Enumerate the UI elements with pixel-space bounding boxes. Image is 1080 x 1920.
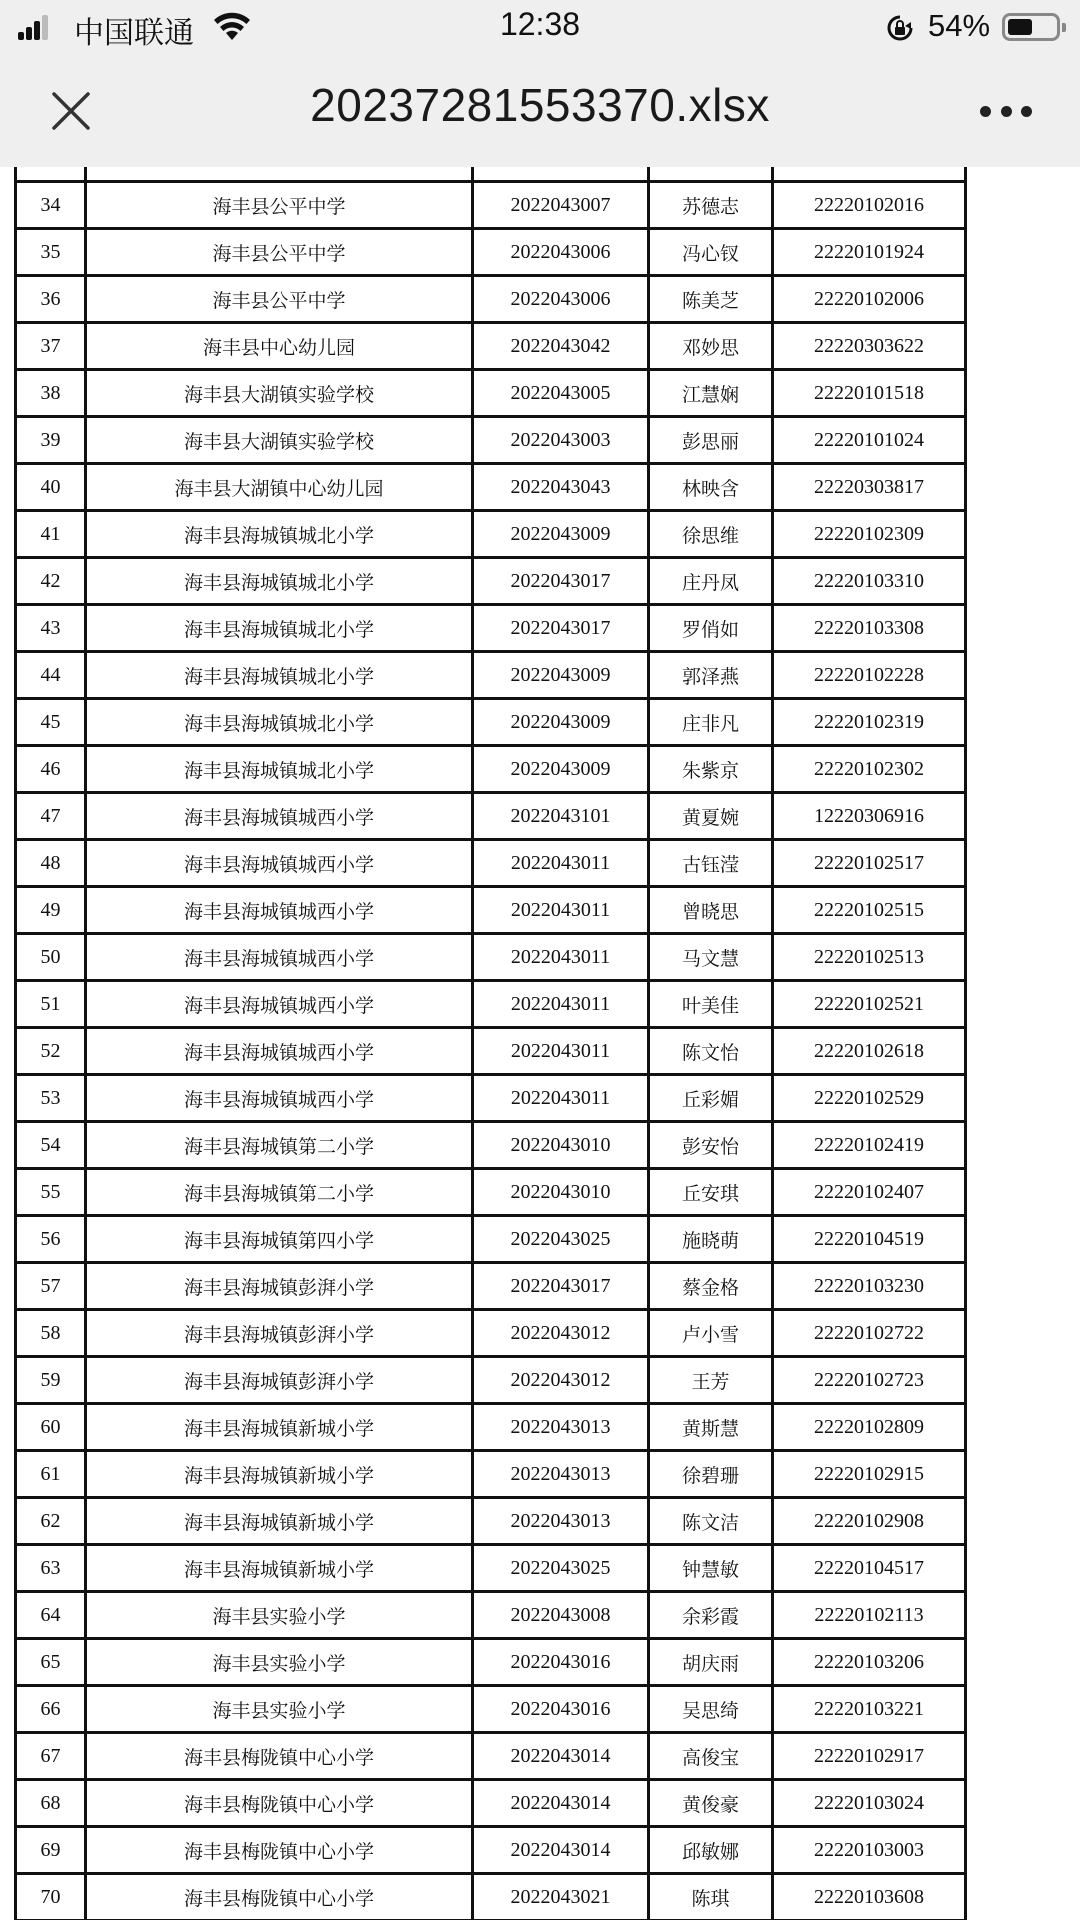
cell-index[interactable]: 41: [16, 511, 86, 558]
cell-position-code[interactable]: 2022043011: [473, 887, 649, 934]
cell-exam-number[interactable]: 22220104517: [773, 1545, 966, 1592]
cell-school[interactable]: 海丰县海城镇城西小学: [86, 1075, 473, 1122]
status-bar: [0, 0, 1080, 56]
cell-school[interactable]: 海丰县海城镇城北小学: [86, 699, 473, 746]
cell-school[interactable]: 海丰县公平中学: [86, 229, 473, 276]
cell-name[interactable]: 邱敏娜: [649, 1827, 773, 1874]
cell-name[interactable]: 施晓萌: [649, 1216, 773, 1263]
table-row: [16, 1169, 966, 1216]
cell-index[interactable]: 67: [16, 1733, 86, 1780]
cell-position-code[interactable]: 2022043025: [473, 1216, 649, 1263]
table-row: [16, 1216, 966, 1263]
cell-index[interactable]: 57: [16, 1263, 86, 1310]
cell-name[interactable]: 吴思绮: [649, 1686, 773, 1733]
cell-school[interactable]: 海丰县海城镇彭湃小学: [86, 1357, 473, 1404]
cell-exam-number[interactable]: 22220102529: [773, 1075, 966, 1122]
cell-name[interactable]: 邓妙思: [649, 323, 773, 370]
cell-name[interactable]: 朱紫京: [649, 746, 773, 793]
nav-bar: [0, 56, 1080, 167]
cell-position-code[interactable]: 2022043010: [473, 1169, 649, 1216]
cell-index[interactable]: 66: [16, 1686, 86, 1733]
cell-index[interactable]: 47: [16, 793, 86, 840]
cell-name[interactable]: 卢小雪: [649, 1310, 773, 1357]
cell-index[interactable]: [16, 167, 86, 182]
cell-index[interactable]: 38: [16, 370, 86, 417]
cell-position-code[interactable]: 2022043043: [473, 464, 649, 511]
cell-position-code[interactable]: 2022043011: [473, 934, 649, 981]
cell-position-code[interactable]: 2022043011: [473, 1028, 649, 1075]
cell-index[interactable]: 49: [16, 887, 86, 934]
cell-position-code[interactable]: 2022043017: [473, 1263, 649, 1310]
cell-index[interactable]: 53: [16, 1075, 86, 1122]
cell-name[interactable]: 郭泽燕: [649, 652, 773, 699]
cell-position-code[interactable]: 2022043016: [473, 1686, 649, 1733]
table-row: [16, 793, 966, 840]
cell-index[interactable]: 65: [16, 1639, 86, 1686]
table-row: [16, 558, 966, 605]
cell-school[interactable]: 海丰县海城镇城北小学: [86, 558, 473, 605]
cell-position-code[interactable]: 2022043011: [473, 981, 649, 1028]
table-row: [16, 511, 966, 558]
cell-exam-number[interactable]: 12220306916: [773, 793, 966, 840]
cell-school[interactable]: 海丰县海城镇城北小学: [86, 746, 473, 793]
cell-school[interactable]: 海丰县海城镇新城小学: [86, 1498, 473, 1545]
cell-name[interactable]: 高俊宝: [649, 1733, 773, 1780]
cell-name[interactable]: 冯心钗: [649, 229, 773, 276]
table-row: [16, 276, 966, 323]
cell-exam-number[interactable]: 22220102319: [773, 699, 966, 746]
cell-exam-number[interactable]: 22220102016: [773, 182, 966, 229]
cell-position-code[interactable]: 2022043009: [473, 699, 649, 746]
cell-school[interactable]: 海丰县大湖镇实验学校: [86, 417, 473, 464]
table-row: [16, 1827, 966, 1874]
cell-index[interactable]: 45: [16, 699, 86, 746]
cell-index[interactable]: 61: [16, 1451, 86, 1498]
table-row: [16, 1874, 966, 1920]
cell-name[interactable]: 余彩霞: [649, 1592, 773, 1639]
table-row: [16, 1310, 966, 1357]
cell-index[interactable]: 52: [16, 1028, 86, 1075]
cell-position-code[interactable]: 2022043017: [473, 605, 649, 652]
cell-school[interactable]: 海丰县实验小学: [86, 1592, 473, 1639]
cell-exam-number[interactable]: 22220102722: [773, 1310, 966, 1357]
cell-school[interactable]: 海丰县海城镇城西小学: [86, 934, 473, 981]
cell-index[interactable]: 58: [16, 1310, 86, 1357]
cell-position-code[interactable]: 2022043007: [473, 182, 649, 229]
cell-exam-number[interactable]: 22220103230: [773, 1263, 966, 1310]
cell-name[interactable]: 庄非凡: [649, 699, 773, 746]
table-row: [16, 840, 966, 887]
cell-school[interactable]: 海丰县海城镇第二小学: [86, 1169, 473, 1216]
cell-school[interactable]: 海丰县海城镇城西小学: [86, 1028, 473, 1075]
file-title: 20237281553370.xlsx: [310, 79, 770, 131]
cell-name[interactable]: 胡庆雨: [649, 1639, 773, 1686]
rotation-lock-icon: [886, 14, 914, 42]
cell-school[interactable]: 海丰县实验小学: [86, 1639, 473, 1686]
cell-school[interactable]: 海丰县公平中学: [86, 182, 473, 229]
cell-position-code[interactable]: 2022043012: [473, 1357, 649, 1404]
cell-index[interactable]: 44: [16, 652, 86, 699]
table-row: [16, 605, 966, 652]
cell-index[interactable]: 34: [16, 182, 86, 229]
table-row: [16, 1075, 966, 1122]
cell-school[interactable]: 海丰县海城镇城北小学: [86, 511, 473, 558]
cell-name[interactable]: 丘彩媚: [649, 1075, 773, 1122]
data-table: [14, 167, 967, 1920]
cell-position-code[interactable]: 2022043017: [473, 558, 649, 605]
cell-index[interactable]: 69: [16, 1827, 86, 1874]
cell-school[interactable]: 海丰县海城镇第二小学: [86, 1122, 473, 1169]
cell-school[interactable]: 海丰县海城镇彭湃小学: [86, 1263, 473, 1310]
cell-position-code[interactable]: 2022043025: [473, 1545, 649, 1592]
table-row: [16, 1733, 966, 1780]
cell-name[interactable]: 陈文洁: [649, 1498, 773, 1545]
cell-exam-number[interactable]: [773, 167, 966, 182]
carrier-label: 中国联通: [74, 17, 194, 50]
table-row: [16, 652, 966, 699]
cell-exam-number[interactable]: 22220102407: [773, 1169, 966, 1216]
cell-index[interactable]: 43: [16, 605, 86, 652]
cell-name[interactable]: 彭思丽: [649, 417, 773, 464]
cell-school[interactable]: 海丰县大湖镇中心幼儿园: [86, 464, 473, 511]
cell-name[interactable]: 彭安怡: [649, 1122, 773, 1169]
cell-exam-number[interactable]: 22220102006: [773, 276, 966, 323]
cell-exam-number[interactable]: 22220303622: [773, 323, 966, 370]
cell-name[interactable]: 马文慧: [649, 934, 773, 981]
clock: 12:38: [499, 6, 581, 42]
cell-school[interactable]: 海丰县海城镇城北小学: [86, 652, 473, 699]
cell-name[interactable]: 林映含: [649, 464, 773, 511]
cell-position-code[interactable]: [473, 167, 649, 182]
cell-position-code[interactable]: 2022043008: [473, 1592, 649, 1639]
cell-name[interactable]: 曾晓思: [649, 887, 773, 934]
cell-exam-number[interactable]: 22220102517: [773, 840, 966, 887]
cell-position-code[interactable]: 2022043009: [473, 652, 649, 699]
cell-exam-number[interactable]: 22220102917: [773, 1733, 966, 1780]
cell-school[interactable]: 海丰县中心幼儿园: [86, 323, 473, 370]
table-row: [16, 323, 966, 370]
cell-school[interactable]: 海丰县海城镇新城小学: [86, 1451, 473, 1498]
top-bar: [0, 0, 1080, 167]
cell-school[interactable]: 海丰县实验小学: [86, 1686, 473, 1733]
cell-name[interactable]: 罗俏如: [649, 605, 773, 652]
cell-index[interactable]: 54: [16, 1122, 86, 1169]
cell-school[interactable]: 海丰县公平中学: [86, 276, 473, 323]
cell-position-code[interactable]: 2022043010: [473, 1122, 649, 1169]
cell-school[interactable]: 海丰县梅陇镇中心小学: [86, 1874, 473, 1920]
table-row: [16, 1686, 966, 1733]
cell-index[interactable]: 51: [16, 981, 86, 1028]
battery-percent: 54%: [928, 8, 991, 43]
cell-name[interactable]: 徐碧珊: [649, 1451, 773, 1498]
table-row: [16, 1498, 966, 1545]
cell-exam-number[interactable]: 22220102228: [773, 652, 966, 699]
cell-name[interactable]: [649, 167, 773, 182]
cell-name[interactable]: 徐思维: [649, 511, 773, 558]
cell-exam-number[interactable]: 22220102309: [773, 511, 966, 558]
cell-exam-number[interactable]: 22220101924: [773, 229, 966, 276]
cell-exam-number[interactable]: 22220102521: [773, 981, 966, 1028]
table-row: [16, 1545, 966, 1592]
table-row: [16, 167, 966, 182]
cell-school[interactable]: 海丰县海城镇第四小学: [86, 1216, 473, 1263]
cell-exam-number[interactable]: 22220103310: [773, 558, 966, 605]
cell-name[interactable]: 庄丹凤: [649, 558, 773, 605]
table-row: [16, 1780, 966, 1827]
table-row: [16, 887, 966, 934]
cell-position-code[interactable]: 2022043014: [473, 1733, 649, 1780]
cell-index[interactable]: 35: [16, 229, 86, 276]
cell-school[interactable]: 海丰县海城镇新城小学: [86, 1545, 473, 1592]
cell-school[interactable]: 海丰县海城镇城西小学: [86, 887, 473, 934]
cell-name[interactable]: 陈美芝: [649, 276, 773, 323]
cell-name[interactable]: 苏德志: [649, 182, 773, 229]
cell-index[interactable]: 40: [16, 464, 86, 511]
more-icon[interactable]: [980, 96, 1032, 126]
cell-name[interactable]: 古钰滢: [649, 840, 773, 887]
cell-exam-number[interactable]: 22220102302: [773, 746, 966, 793]
table-row: [16, 1451, 966, 1498]
cell-position-code[interactable]: 2022043012: [473, 1310, 649, 1357]
cell-school[interactable]: [86, 167, 473, 182]
cell-position-code[interactable]: 2022043013: [473, 1404, 649, 1451]
cell-name[interactable]: 叶美佳: [649, 981, 773, 1028]
cell-index[interactable]: 56: [16, 1216, 86, 1263]
table-row: [16, 182, 966, 229]
table-row: [16, 1639, 966, 1686]
cell-position-code[interactable]: 2022043009: [473, 746, 649, 793]
cell-exam-number[interactable]: 22220103003: [773, 1827, 966, 1874]
cell-exam-number[interactable]: 22220102915: [773, 1451, 966, 1498]
cell-name[interactable]: 丘安琪: [649, 1169, 773, 1216]
cell-exam-number[interactable]: 22220101024: [773, 417, 966, 464]
cell-position-code[interactable]: 2022043003: [473, 417, 649, 464]
cell-index[interactable]: 46: [16, 746, 86, 793]
cell-exam-number[interactable]: 22220102419: [773, 1122, 966, 1169]
cell-name[interactable]: 江慧娴: [649, 370, 773, 417]
cell-school[interactable]: 海丰县梅陇镇中心小学: [86, 1780, 473, 1827]
cell-exam-number[interactable]: 22220103024: [773, 1780, 966, 1827]
cell-index[interactable]: 63: [16, 1545, 86, 1592]
cell-position-code[interactable]: 2022043009: [473, 511, 649, 558]
cell-position-code[interactable]: 2022043014: [473, 1827, 649, 1874]
cell-school[interactable]: 海丰县海城镇新城小学: [86, 1404, 473, 1451]
spreadsheet-view[interactable]: [0, 167, 1080, 1920]
table-row: [16, 981, 966, 1028]
cell-index[interactable]: 37: [16, 323, 86, 370]
cell-school[interactable]: 海丰县大湖镇实验学校: [86, 370, 473, 417]
battery-icon: [1002, 13, 1060, 41]
cell-position-code[interactable]: 2022043005: [473, 370, 649, 417]
cell-name[interactable]: 钟慧敏: [649, 1545, 773, 1592]
cell-index[interactable]: 48: [16, 840, 86, 887]
cell-index[interactable]: 50: [16, 934, 86, 981]
cell-school[interactable]: 海丰县海城镇城西小学: [86, 793, 473, 840]
cell-index[interactable]: 60: [16, 1404, 86, 1451]
cell-index[interactable]: 39: [16, 417, 86, 464]
cell-position-code[interactable]: 2022043014: [473, 1780, 649, 1827]
cell-index[interactable]: 64: [16, 1592, 86, 1639]
cell-exam-number[interactable]: 22220103206: [773, 1639, 966, 1686]
cell-exam-number[interactable]: 22220101518: [773, 370, 966, 417]
cell-position-code[interactable]: 2022043101: [473, 793, 649, 840]
cell-index[interactable]: 68: [16, 1780, 86, 1827]
cell-name[interactable]: 黄斯慧: [649, 1404, 773, 1451]
cell-school[interactable]: 海丰县海城镇城北小学: [86, 605, 473, 652]
table-row: [16, 746, 966, 793]
cell-position-code[interactable]: 2022043011: [473, 840, 649, 887]
cell-name[interactable]: 陈文怡: [649, 1028, 773, 1075]
cell-position-code[interactable]: 2022043006: [473, 276, 649, 323]
cell-school[interactable]: 海丰县海城镇城西小学: [86, 840, 473, 887]
cell-school[interactable]: 海丰县梅陇镇中心小学: [86, 1733, 473, 1780]
cell-exam-number[interactable]: 22220103608: [773, 1874, 966, 1920]
cell-index[interactable]: 36: [16, 276, 86, 323]
cell-exam-number[interactable]: 22220103221: [773, 1686, 966, 1733]
table-row: [16, 370, 966, 417]
cell-exam-number[interactable]: 22220102809: [773, 1404, 966, 1451]
table-row: [16, 417, 966, 464]
cell-exam-number[interactable]: 22220102513: [773, 934, 966, 981]
table-row: [16, 1592, 966, 1639]
table-row: [16, 1357, 966, 1404]
cell-position-code[interactable]: 2022043016: [473, 1639, 649, 1686]
cell-name[interactable]: 王芳: [649, 1357, 773, 1404]
cell-exam-number[interactable]: 22220102723: [773, 1357, 966, 1404]
table-row: [16, 1028, 966, 1075]
cell-position-code[interactable]: 2022043013: [473, 1451, 649, 1498]
cell-position-code[interactable]: 2022043011: [473, 1075, 649, 1122]
cell-index[interactable]: 70: [16, 1874, 86, 1920]
cell-exam-number[interactable]: 22220102618: [773, 1028, 966, 1075]
cell-name[interactable]: 黄夏婉: [649, 793, 773, 840]
cell-index[interactable]: 59: [16, 1357, 86, 1404]
cell-school[interactable]: 海丰县海城镇城西小学: [86, 981, 473, 1028]
table-row: [16, 1404, 966, 1451]
cell-school[interactable]: 海丰县海城镇彭湃小学: [86, 1310, 473, 1357]
cell-exam-number[interactable]: 22220104519: [773, 1216, 966, 1263]
cell-index[interactable]: 55: [16, 1169, 86, 1216]
cell-exam-number[interactable]: 22220102515: [773, 887, 966, 934]
cell-index[interactable]: 42: [16, 558, 86, 605]
cell-exam-number[interactable]: 22220303817: [773, 464, 966, 511]
cell-index[interactable]: 62: [16, 1498, 86, 1545]
cell-position-code[interactable]: 2022043013: [473, 1498, 649, 1545]
cell-school[interactable]: 海丰县梅陇镇中心小学: [86, 1827, 473, 1874]
cell-exam-number[interactable]: 22220102908: [773, 1498, 966, 1545]
cell-exam-number[interactable]: 22220102113: [773, 1592, 966, 1639]
table-row: [16, 1263, 966, 1310]
table-row: [16, 464, 966, 511]
cell-name[interactable]: 黄俊豪: [649, 1780, 773, 1827]
table-row: [16, 699, 966, 746]
cell-name[interactable]: 陈琪: [649, 1874, 773, 1920]
cell-position-code[interactable]: 2022043042: [473, 323, 649, 370]
cell-name[interactable]: 蔡金格: [649, 1263, 773, 1310]
table-row: [16, 1122, 966, 1169]
cell-position-code[interactable]: 2022043006: [473, 229, 649, 276]
cell-exam-number[interactable]: 22220103308: [773, 605, 966, 652]
table-row: [16, 934, 966, 981]
table-row: [16, 229, 966, 276]
cell-position-code[interactable]: 2022043021: [473, 1874, 649, 1920]
